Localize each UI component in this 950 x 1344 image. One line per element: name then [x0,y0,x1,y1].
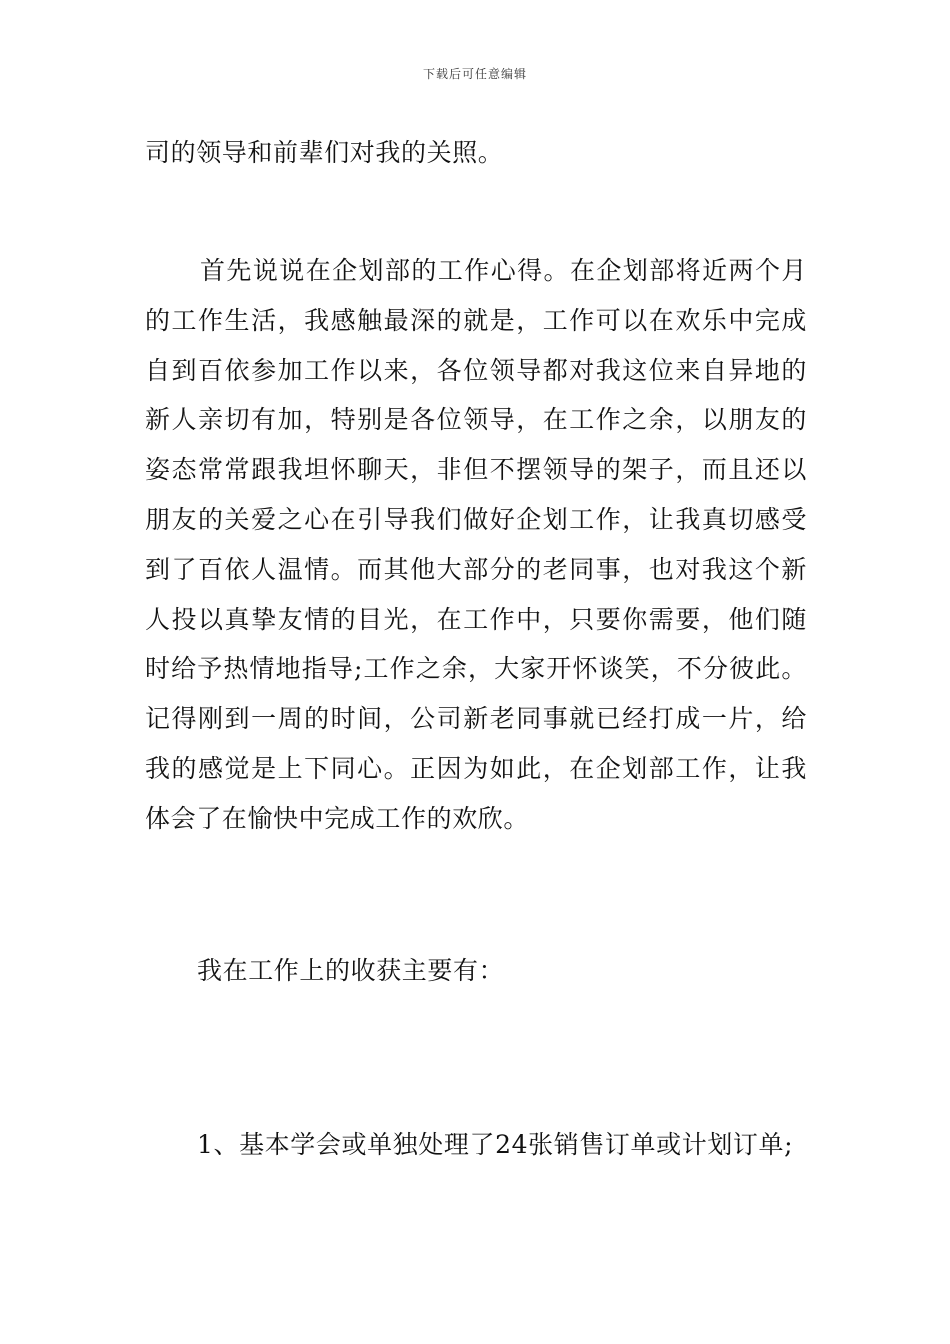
paragraph-gains-intro: 我在工作上的收获主要有： [197,956,505,985]
list-item-gain-1: 1、基本学会或单独处理了24张销售订单或计划订单; [197,1130,794,1159]
page-header-note: 下载后可任意编辑 [422,67,527,81]
paragraph-continuation: 司的领导和前辈们对我的关照。 [145,138,504,167]
paragraph-work-experience: 首先说说在企划部的工作心得。在企划部将近两个月的工作生活，我感触最深的就是，工作可以在欢乐中完成自到百依参加工作以来，各位领导都对我这位来自异地的新人亲切有加，特别是各位领导，在工作之余，以朋友的姿态常常跟我坦怀聊天，非但不摆领导的架子，而且还以朋友的关爱之心在引导我们做好企划工作，让我真切感受到了百依人温情。而其他大部分的老同事，也对我这个新人投以真挚友情的目光，在工作中，只要你需要，他们随时给予热情地指导;工作之余，大家开怀谈笑，不分彼此。记得刚到一周的时间，公司新老同事就已经打成一片，给我的感觉是上下同心。正因为如此，在企划部工作，让我体会了在愉快中完成工作的欢欣。 [145,256,807,833]
